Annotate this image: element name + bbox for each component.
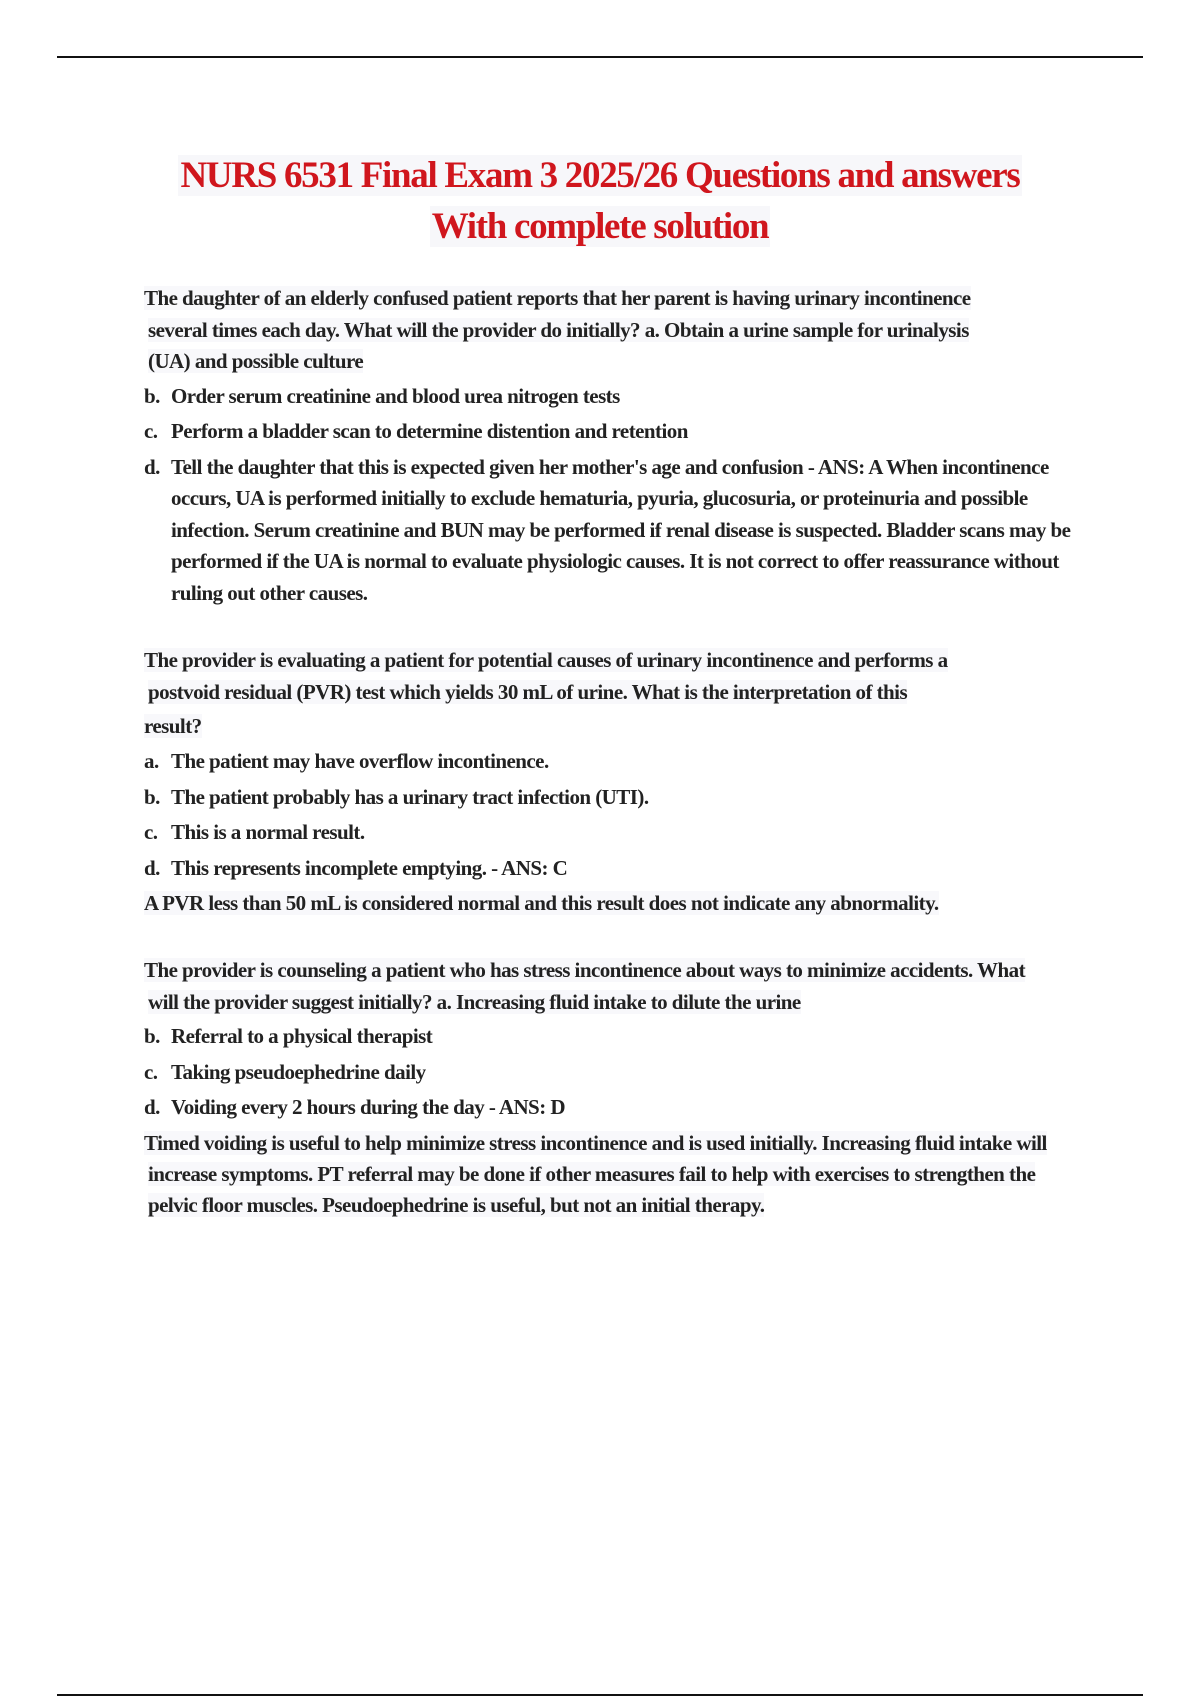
answer-option-a: [144, 746, 1094, 778]
option-letter: b.: [144, 784, 160, 809]
option-text: Referral to a physical therapist: [171, 1024, 433, 1048]
option-letter: b.: [144, 1024, 160, 1048]
answer-option-d: [144, 853, 1094, 885]
question-1: [144, 283, 1094, 609]
answer-option-d: [144, 452, 1094, 610]
option-text: Tell the daughter that this is expected given her mother's age and confusion - ANS: A When incontinence occurs, UA is performed initially to exclude hematuria, pyuria, glucosuria, or proteinuria and possible infection. Serum creatinine and BUN may be performed if renal disease is suspected. Bladder scans may be performed if the UA is normal to evaluate physiologic causes. It is not correct to offer reassurance without ruling out other causes.: [171, 454, 1071, 605]
answer-option-b: [144, 381, 1094, 413]
question-stem: The provider is evaluating a patient for potential causes of urinary incontinence and performs a postvoid residual (PVR) test which yields 30 mL of urine. What is the interpretation of this: [144, 648, 948, 704]
question-list: [144, 283, 1094, 1257]
question-2: [144, 645, 1094, 919]
option-letter: d.: [144, 855, 160, 880]
document-title: [0, 150, 1200, 252]
option-letter: b.: [144, 383, 160, 408]
answer-explanation: Timed voiding is useful to help minimize stress incontinence and is used initially. Increasing fluid intake will increase symptoms. PT referral may be done if other measures fail to help with exercises to strengthen the pelvic floor muscles. Pseudoephedrine is useful, but not an initial therapy.: [144, 1130, 1047, 1217]
question-stem: The daughter of an elderly confused patient reports that her parent is having urinary incontinence several times each day. What will the provider do initially? a. Obtain a urine sample for urinalysis (UA) and possible culture: [144, 286, 971, 373]
answer-option-c: [144, 416, 1094, 448]
option-text: This represents incomplete emptying. - ANS: C: [171, 855, 568, 880]
answer-explanation: A PVR less than 50 mL is considered normal and this result does not indicate any abnormality.: [144, 891, 939, 915]
option-letter: c.: [144, 419, 158, 443]
top-divider: [57, 56, 1143, 58]
answer-option-b: [144, 1021, 1094, 1053]
answer-option-b: [144, 782, 1094, 814]
option-text: Voiding every 2 hours during the day - ANS: D: [171, 1095, 565, 1119]
option-text: Order serum creatinine and blood urea nitrogen tests: [171, 383, 620, 408]
option-text: The patient may have overflow incontinence.: [171, 749, 549, 773]
answer-option-d: [144, 1092, 1094, 1124]
bottom-divider: [57, 1694, 1143, 1696]
option-letter: c.: [144, 820, 158, 844]
option-text: Taking pseudoephedrine daily: [171, 1059, 426, 1084]
question-stem: The provider is counseling a patient who has stress incontinence about ways to minimize accidents. What will the provider suggest initially? a. Increasing fluid intake to dilute the urine: [144, 958, 1026, 1014]
option-letter: d.: [144, 1095, 160, 1119]
option-letter: a.: [144, 749, 159, 773]
option-letter: d.: [144, 454, 160, 479]
option-letter: c.: [144, 1059, 158, 1084]
option-text: The patient probably has a urinary tract infection (UTI).: [171, 784, 649, 809]
question-3: [144, 955, 1094, 1221]
answer-option-c: [144, 817, 1094, 849]
answer-option-c: [144, 1057, 1094, 1089]
question-stem-continuation: result?: [144, 714, 202, 738]
title-line-1: NURS 6531 Final Exam 3 2025/26 Questions and answers: [180, 155, 1020, 196]
title-line-2: With complete solution: [431, 206, 769, 247]
option-text: Perform a bladder scan to determine distention and retention: [171, 419, 688, 443]
option-text: This is a normal result.: [171, 820, 365, 844]
